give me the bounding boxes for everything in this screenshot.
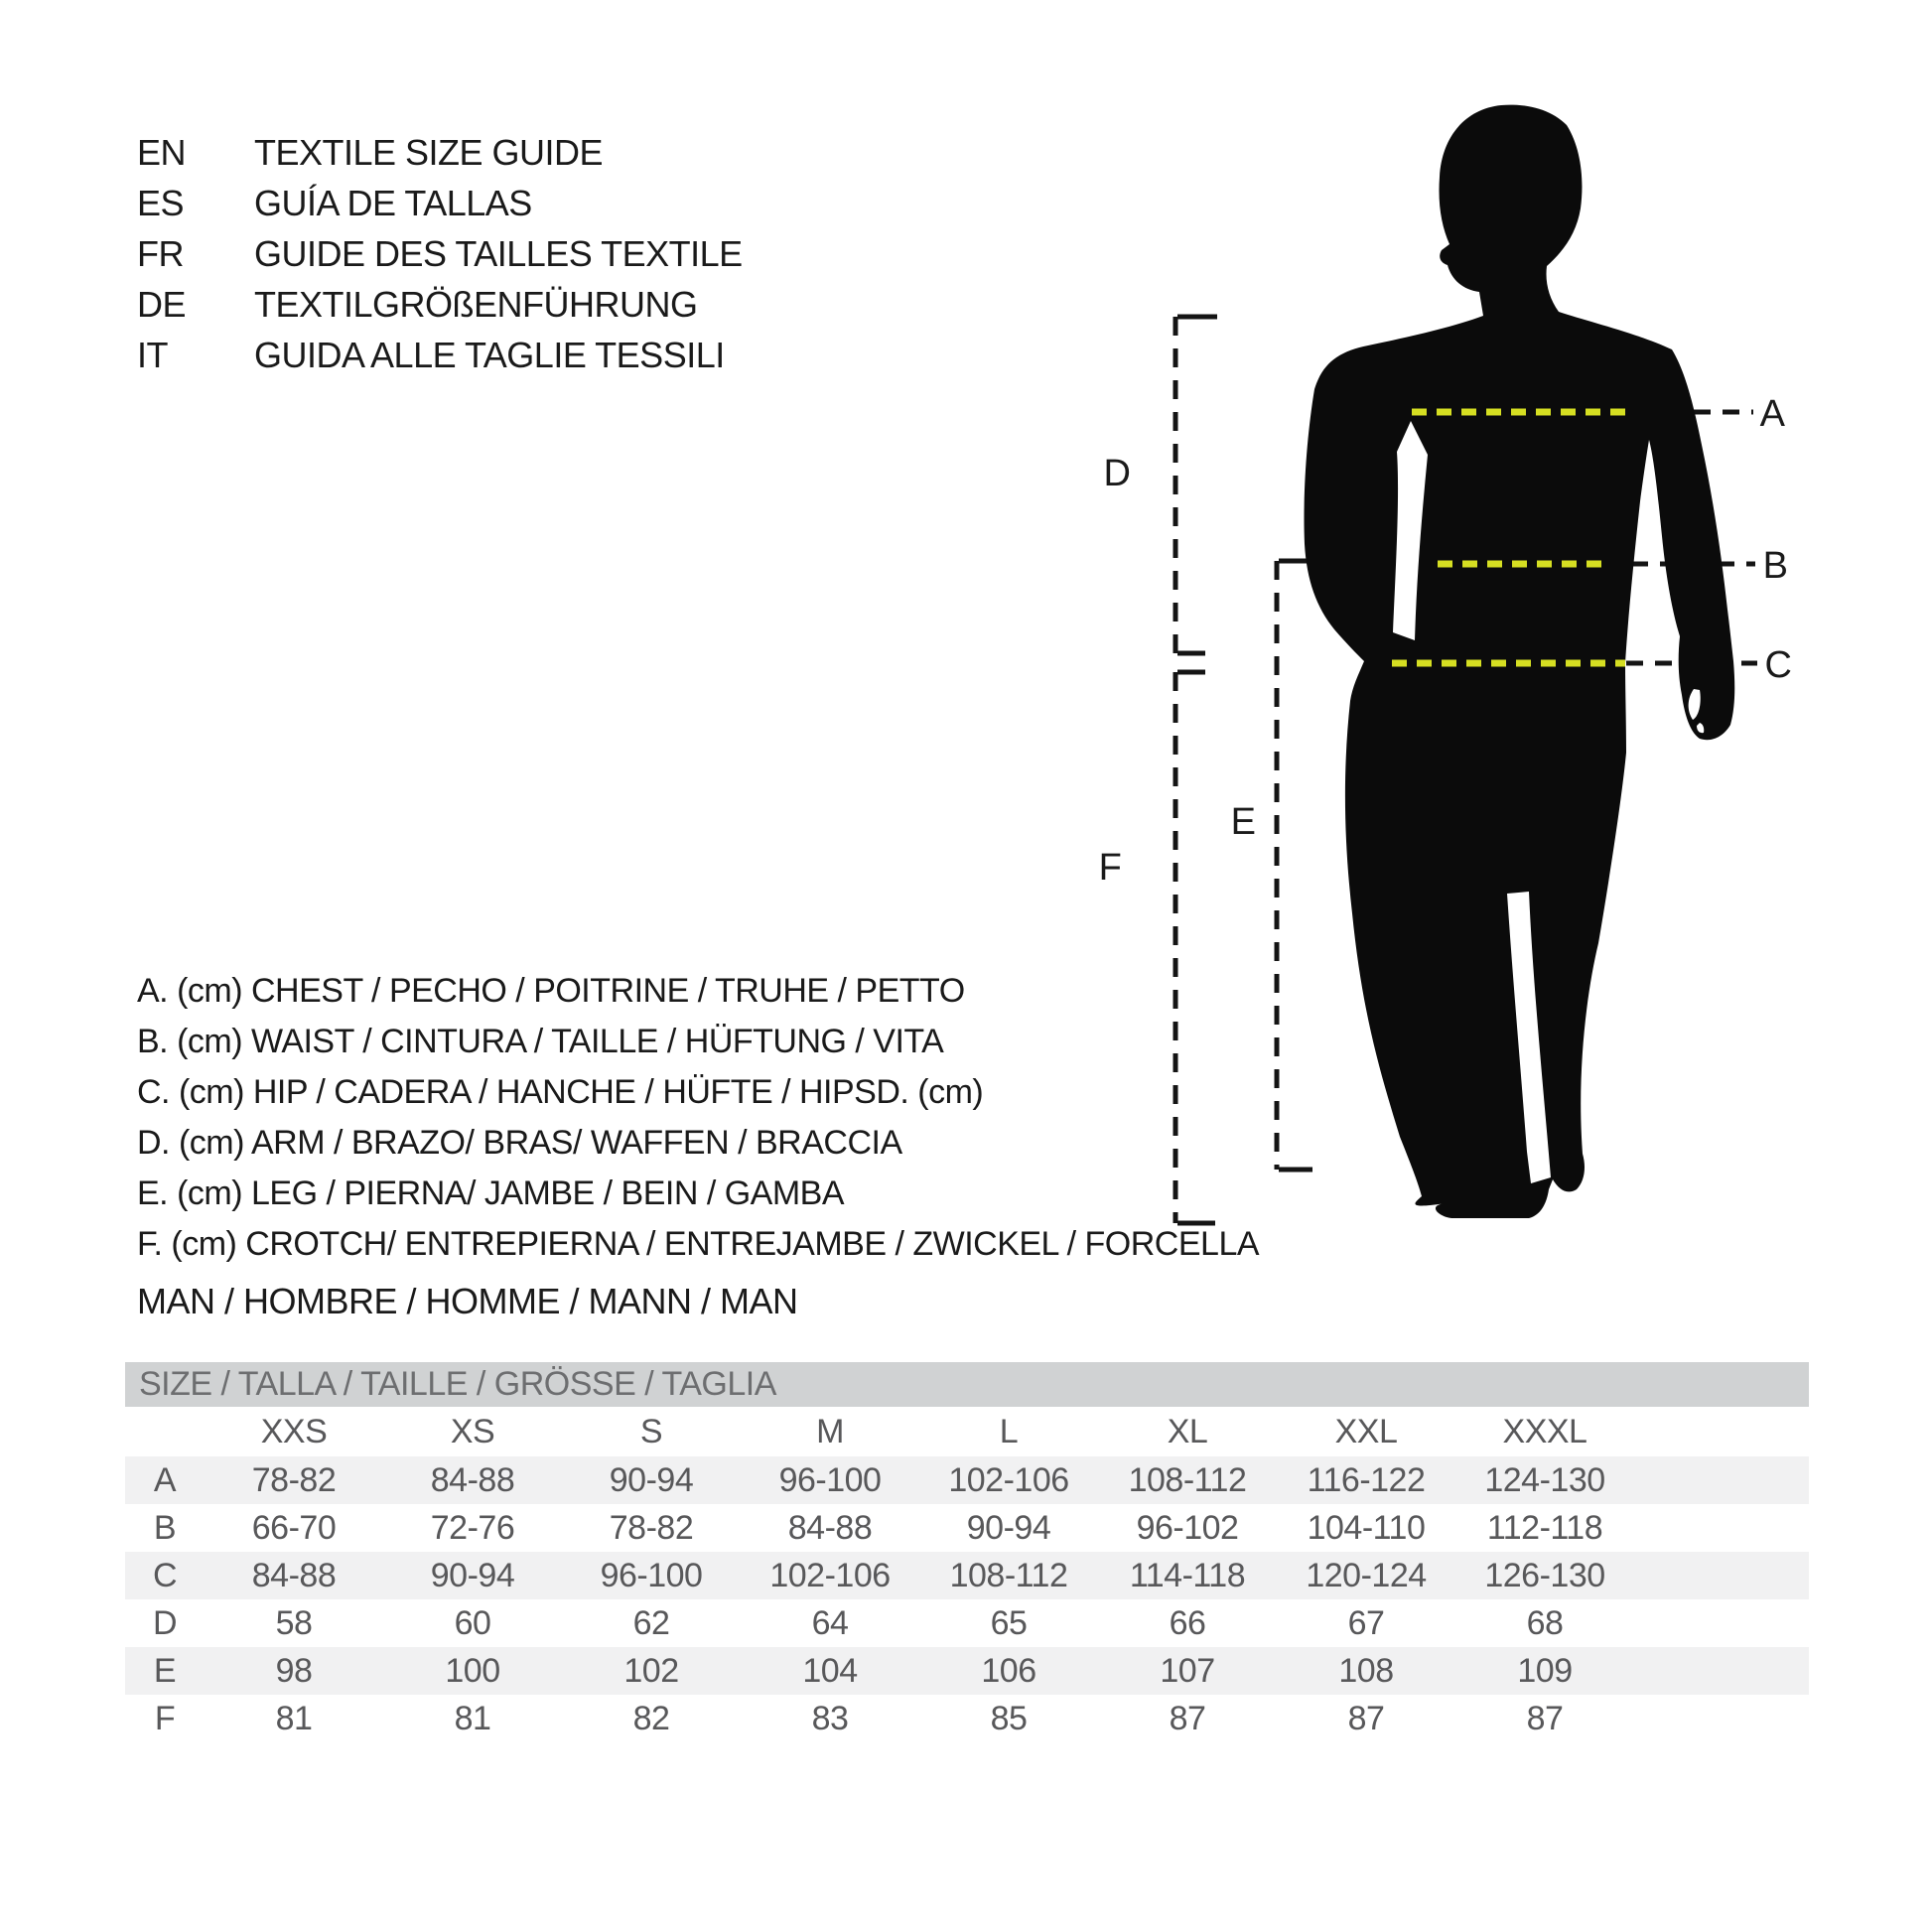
table-row-arm [125, 1599, 1809, 1647]
table-cell: 100 [445, 1651, 500, 1690]
table-cell: 66 [1169, 1603, 1206, 1642]
size-col-header: M [816, 1412, 844, 1450]
size-table [125, 1362, 1809, 1742]
language-title: GUIDE DES TAILLES TEXTILE [254, 233, 743, 274]
callout-label-leg: E [1230, 801, 1256, 843]
language-title: TEXTILGRÖßENFÜHRUNG [254, 284, 698, 325]
row-label: F [154, 1699, 176, 1737]
table-cell: 66-70 [251, 1508, 337, 1547]
table-cell: 67 [1347, 1603, 1385, 1642]
table-cell: 81 [275, 1699, 313, 1737]
table-cell: 81 [454, 1699, 491, 1737]
legend-item-leg: E. (cm) LEG / PIERNA/ JAMBE / BEIN / GAMBA [137, 1174, 845, 1212]
table-cell: 60 [454, 1603, 491, 1642]
row-label: D [152, 1603, 178, 1642]
table-cell: 106 [981, 1651, 1036, 1690]
table-cell: 98 [275, 1651, 313, 1690]
measurement-legend [137, 966, 1259, 1270]
table-cell: 104 [802, 1651, 858, 1690]
table-row-waist [125, 1504, 1809, 1552]
size-table-header-band: SIZE / TALLA / TAILLE / GRÖSSE / TAGLIA [125, 1362, 1809, 1407]
table-cell: 78-82 [609, 1508, 694, 1547]
table-cell: 102 [623, 1651, 679, 1690]
language-code: IT [137, 335, 168, 375]
table-cell: 87 [1347, 1699, 1385, 1737]
table-cell: 108 [1338, 1651, 1394, 1690]
table-cell: 84-88 [430, 1460, 515, 1499]
callout-label-hip: C [1764, 644, 1792, 686]
legend-item-arm: D. (cm) ARM / BRAZO/ BRAS/ WAFFEN / BRACCIA [137, 1124, 902, 1162]
language-code: ES [137, 183, 185, 223]
table-cell: 58 [275, 1603, 313, 1642]
table-row-leg [125, 1647, 1809, 1695]
table-cell: 96-100 [600, 1556, 703, 1594]
table-cell: 108-112 [949, 1556, 1068, 1594]
size-header-row [125, 1407, 1809, 1456]
size-col-header: L [999, 1412, 1019, 1450]
table-cell: 65 [990, 1603, 1028, 1642]
table-cell: 87 [1169, 1699, 1206, 1737]
legend-item-chest: A. (cm) CHEST / PECHO / POITRINE / TRUHE / PETTO [137, 972, 965, 1010]
table-cell: 126-130 [1484, 1556, 1605, 1594]
language-title: GUÍA DE TALLAS [254, 183, 532, 223]
table-cell: 112-118 [1486, 1508, 1603, 1547]
language-title: GUIDA ALLE TAGLIE TESSILI [254, 335, 725, 375]
table-cell: 102-106 [769, 1556, 891, 1594]
table-cell: 68 [1526, 1603, 1564, 1642]
row-label: E [153, 1651, 177, 1690]
table-cell: 120-124 [1306, 1556, 1427, 1594]
size-col-header: XXXL [1502, 1412, 1587, 1450]
table-cell: 78-82 [251, 1460, 337, 1499]
table-cell: 84-88 [787, 1508, 873, 1547]
row-label: B [153, 1508, 177, 1547]
size-col-header: S [639, 1412, 663, 1450]
table-cell: 82 [632, 1699, 670, 1737]
table-cell: 96-102 [1136, 1508, 1239, 1547]
table-cell: 90-94 [430, 1556, 515, 1594]
table-cell: 90-94 [609, 1460, 694, 1499]
legend-item-hip: C. (cm) HIP / CADERA / HANCHE / HÜFTE / HIPSD. (cm) [137, 1073, 984, 1111]
size-col-header: XXS [260, 1412, 328, 1450]
table-cell: 62 [632, 1603, 670, 1642]
table-row-chest [125, 1456, 1809, 1504]
table-cell: 72-76 [430, 1508, 515, 1547]
table-row-hip [125, 1552, 1809, 1599]
language-code: DE [137, 284, 187, 325]
legend-item-crotch: F. (cm) CROTCH/ ENTREPIERNA / ENTREJAMBE / ZWICKEL / FORCELLA [137, 1225, 1260, 1263]
table-cell: 90-94 [966, 1508, 1051, 1547]
language-title: TEXTILE SIZE GUIDE [254, 132, 604, 173]
callout-label-arm: D [1103, 453, 1131, 494]
size-col-header: XL [1167, 1412, 1208, 1450]
language-code: FR [137, 233, 184, 274]
table-cell: 85 [990, 1699, 1028, 1737]
table-cell: 104-110 [1307, 1508, 1426, 1547]
row-label: C [152, 1556, 178, 1594]
table-cell: 64 [811, 1603, 849, 1642]
table-cell: 109 [1517, 1651, 1573, 1690]
gender-heading: MAN / HOMBRE / HOMME / MANN / MAN [137, 1281, 798, 1321]
callout-label-crotch: F [1098, 847, 1122, 889]
size-col-header: XS [450, 1412, 495, 1450]
table-cell: 87 [1526, 1699, 1564, 1737]
table-cell: 102-106 [948, 1460, 1069, 1499]
callout-label-chest: A [1759, 393, 1785, 435]
table-cell: 124-130 [1484, 1460, 1605, 1499]
table-cell: 107 [1160, 1651, 1215, 1690]
table-row-crotch [125, 1695, 1809, 1742]
table-cell: 108-112 [1128, 1460, 1247, 1499]
language-code: EN [137, 132, 187, 173]
table-cell: 96-100 [778, 1460, 882, 1499]
size-col-header: XXL [1334, 1412, 1398, 1450]
table-cell: 114-118 [1129, 1556, 1246, 1594]
table-cell: 83 [811, 1699, 849, 1737]
row-label: A [153, 1460, 177, 1499]
table-cell: 84-88 [251, 1556, 337, 1594]
table-cell: 116-122 [1307, 1460, 1426, 1499]
legend-item-waist: B. (cm) WAIST / CINTURA / TAILLE / HÜFTUNG / VITA [137, 1023, 944, 1060]
callout-label-waist: B [1762, 545, 1788, 587]
